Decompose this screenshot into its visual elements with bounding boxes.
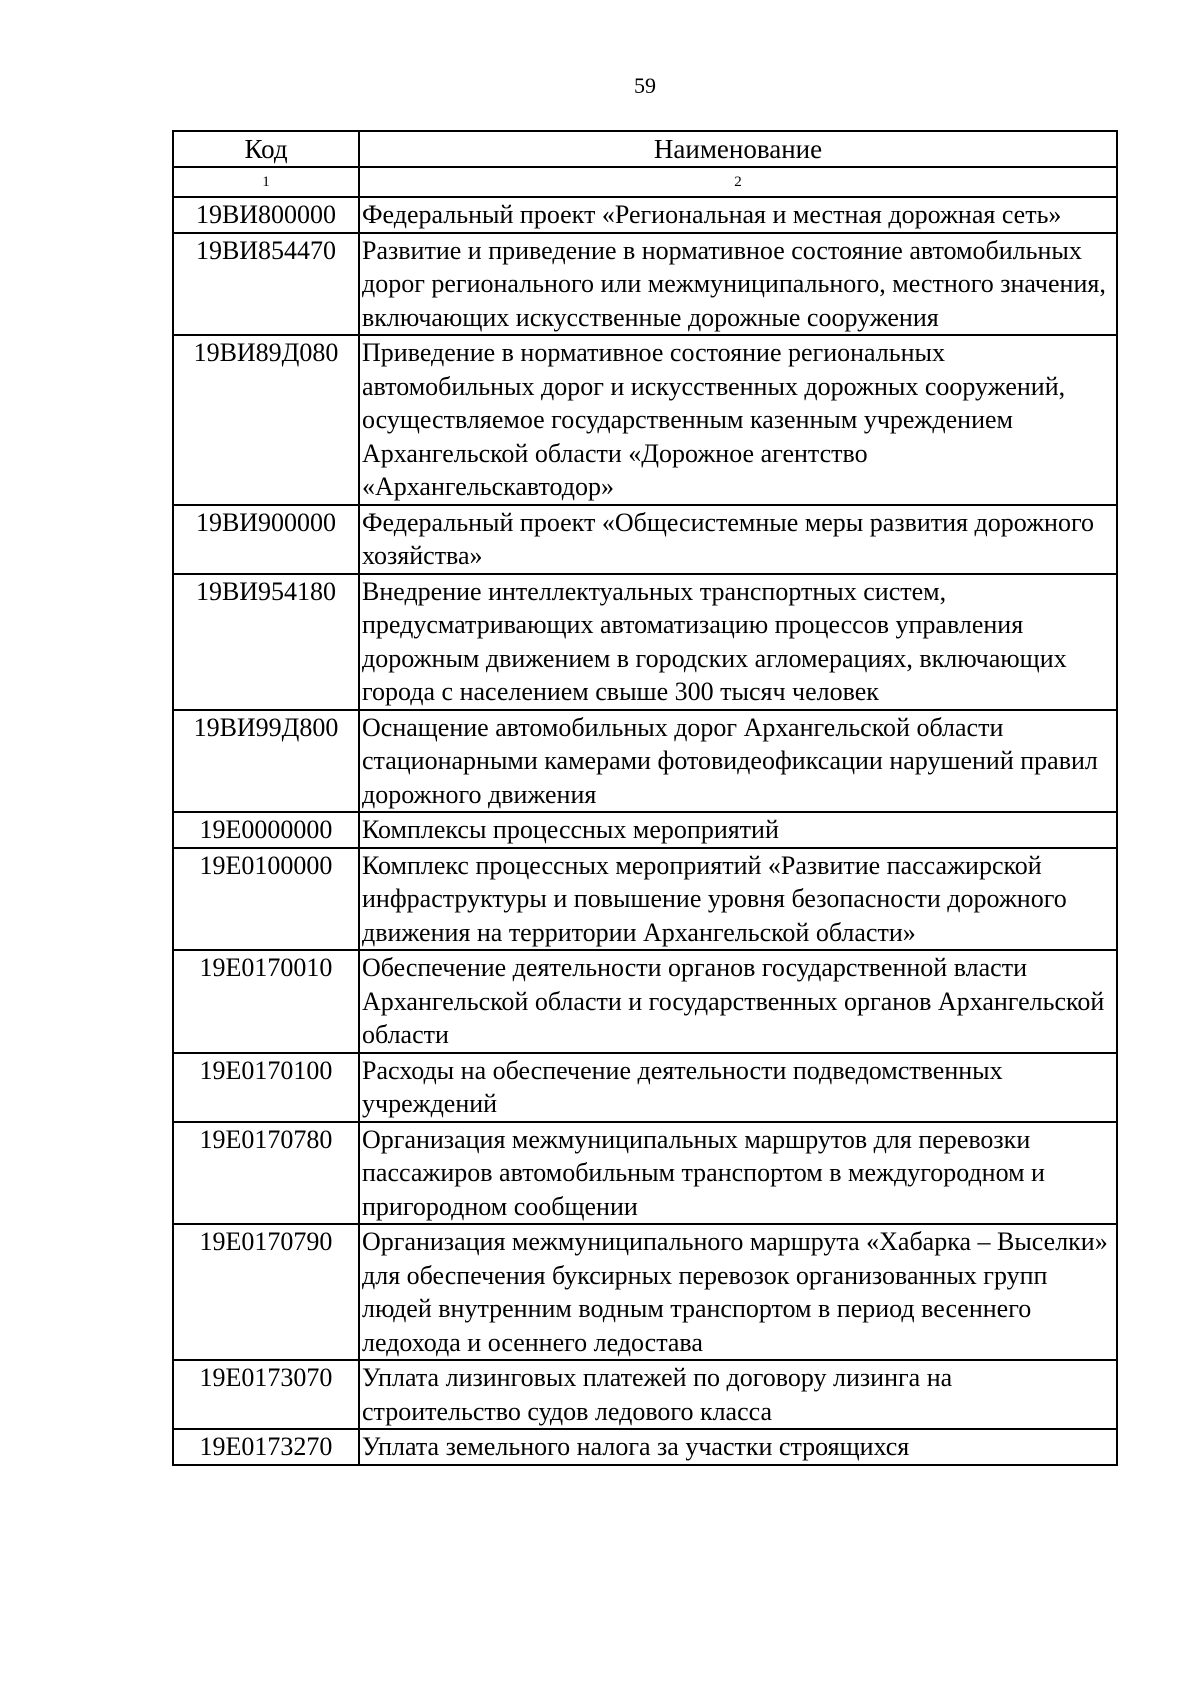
table-row (173, 848, 1117, 951)
row-name: Уплата земельного налога за участки строящихся (359, 1429, 1117, 1465)
table-row (173, 950, 1117, 1053)
row-code: 19ВИ900000 (173, 505, 359, 574)
row-name: Приведение в нормативное состояние региональных автомобильных дорог и искусственных дорожных сооружений, осуществляемое государственным казенным учреждением Архангельской области «Дорожное агентство «Архангельскавтодор» (359, 335, 1117, 505)
row-name: Внедрение интеллектуальных транспортных систем, предусматривающих автоматизацию процессов управления дорожным движением в городских агломерациях, включающих города с населением свыше 300 тысяч человек (359, 574, 1117, 710)
table-row (173, 812, 1117, 848)
row-name: Организация межмуниципальных маршрутов для перевозки пассажиров автомобильным транспортом в междугородном и пригородном сообщении (359, 1122, 1117, 1225)
row-name: Комплекс процессных мероприятий «Развитие пассажирской инфраструктуры и повышение уровня безопасности дорожного движения на территории Архангельской области» (359, 848, 1117, 951)
table-row (173, 574, 1117, 710)
row-code: 19Е0100000 (173, 848, 359, 951)
table-row (173, 1053, 1117, 1122)
table-row (173, 1224, 1117, 1360)
row-name: Уплата лизинговых платежей по договору лизинга на строительство судов ледового класса (359, 1360, 1117, 1429)
row-name: Организация межмуниципального маршрута «Хабарка – Выселки» для обеспечения буксирных перевозок организованных групп людей внутренним водным транспортом в период весеннего ледохода и осеннего ледостава (359, 1224, 1117, 1360)
column-number-2: 2 (359, 167, 1117, 197)
header-name: Наименование (359, 131, 1117, 167)
code-table (172, 130, 1118, 1466)
row-code: 19ВИ89Д080 (173, 335, 359, 505)
row-code: 19Е0170790 (173, 1224, 359, 1360)
table-row (173, 197, 1117, 233)
row-code: 19ВИ854470 (173, 233, 359, 336)
table-row (173, 233, 1117, 336)
table-header-row (173, 131, 1117, 167)
table-row (173, 710, 1117, 813)
row-code: 19ВИ954180 (173, 574, 359, 710)
row-name: Развитие и приведение в нормативное состояние автомобильных дорог регионального или межмуниципального, местного значения, включающих искусственные дорожные сооружения (359, 233, 1117, 336)
page-number: 59 (634, 73, 656, 98)
row-name: Обеспечение деятельности органов государственной власти Архангельской области и государственных органов Архангельской области (359, 950, 1117, 1053)
header-code: Код (173, 131, 359, 167)
row-code: 19ВИ800000 (173, 197, 359, 233)
row-code: 19Е0170010 (173, 950, 359, 1053)
row-code: 19ВИ99Д800 (173, 710, 359, 813)
row-name: Федеральный проект «Региональная и местная дорожная сеть» (359, 197, 1117, 233)
table-row (173, 1429, 1117, 1465)
column-number-1: 1 (173, 167, 359, 197)
row-code: 19Е0173070 (173, 1360, 359, 1429)
row-code: 19Е0000000 (173, 812, 359, 848)
row-name: Комплексы процессных мероприятий (359, 812, 1117, 848)
row-name: Оснащение автомобильных дорог Архангельской области стационарными камерами фотовидеофиксации нарушений правил дорожного движения (359, 710, 1117, 813)
row-code: 19Е0170100 (173, 1053, 359, 1122)
row-code: 19Е0173270 (173, 1429, 359, 1465)
table-row (173, 335, 1117, 505)
row-name: Расходы на обеспечение деятельности подведомственных учреждений (359, 1053, 1117, 1122)
table-row (173, 1360, 1117, 1429)
column-number-row (173, 167, 1117, 197)
table-row (173, 505, 1117, 574)
row-name: Федеральный проект «Общесистемные меры развития дорожного хозяйства» (359, 505, 1117, 574)
row-code: 19Е0170780 (173, 1122, 359, 1225)
table-row (173, 1122, 1117, 1225)
